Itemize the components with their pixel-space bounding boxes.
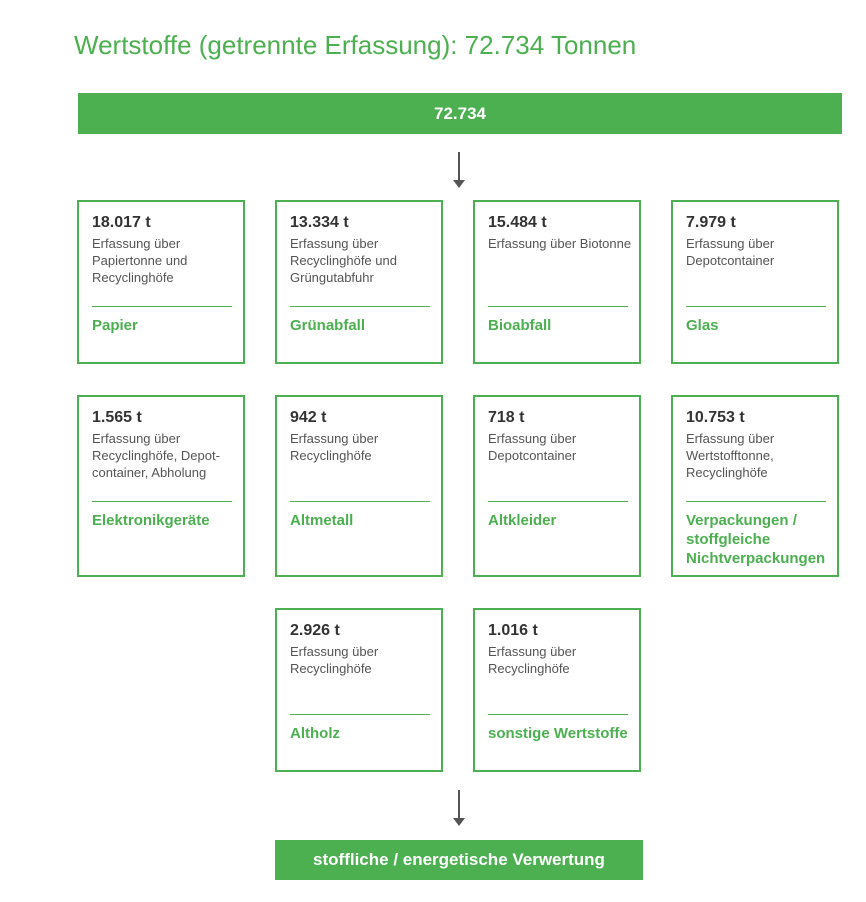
card-category: Bioabfall (488, 317, 552, 334)
page-title: Wertstoffe (getrennte Erfassung): 72.734 Tonnen (74, 30, 637, 60)
card-amount: 1.016 t (488, 622, 538, 639)
card-category: Verpackungen / stoffgleiche Nichtverpackungen (686, 512, 826, 567)
card-description: Erfassung über Biotonne (488, 236, 632, 251)
card-altmetall (275, 395, 443, 577)
card-description: Erfassung über Recyclinghöfe (290, 431, 379, 463)
total-bar (78, 93, 842, 134)
card-amount: 2.926 t (290, 622, 340, 639)
card-description: Erfassung über Depotcontainer (686, 236, 775, 268)
result-bar (275, 840, 643, 880)
card-amount: 18.017 t (92, 214, 151, 231)
card-description: Erfassung über Papiertonne und Recyclinghöfe (92, 236, 188, 285)
card-description: Erfassung über Recyclinghöfe (290, 644, 379, 676)
card-papier (77, 200, 245, 364)
card-category: Elektronikgeräte (92, 512, 210, 529)
card-amount: 13.334 t (290, 214, 349, 231)
card-amount: 718 t (488, 409, 525, 426)
card-amount: 7.979 t (686, 214, 736, 231)
card-amount: 15.484 t (488, 214, 547, 231)
card-amount: 1.565 t (92, 409, 142, 426)
arrow-down-icon (452, 790, 466, 826)
card-category: sonstige Wertstoffe (488, 725, 628, 742)
total-value: 72.734 (434, 103, 486, 123)
card-divider (92, 501, 232, 502)
card-amount: 10.753 t (686, 409, 745, 426)
card-divider (290, 714, 430, 715)
card-sonstige-wertstoffe (473, 608, 641, 772)
card-gruenabfall (275, 200, 443, 364)
card-category: Papier (92, 317, 138, 334)
card-divider (92, 306, 232, 307)
card-category: Altmetall (290, 512, 354, 529)
card-divider (290, 306, 430, 307)
card-divider (686, 306, 826, 307)
card-category: Altholz (290, 725, 340, 742)
card-description: Erfassung über Recyclinghöfe, Depot-container, Abholung (92, 431, 220, 480)
card-divider (488, 714, 628, 715)
arrow-down-icon (452, 152, 466, 188)
card-amount: 942 t (290, 409, 327, 426)
card-altkleider (473, 395, 641, 577)
card-description: Erfassung über Recyclinghöfe (488, 644, 577, 676)
card-divider (488, 501, 628, 502)
card-divider (488, 306, 628, 307)
card-category: Altkleider (488, 512, 557, 529)
card-description: Erfassung über Depotcontainer (488, 431, 577, 463)
card-divider (686, 501, 826, 502)
card-glas (671, 200, 839, 364)
card-bioabfall (473, 200, 641, 364)
card-verpackungen (671, 395, 839, 577)
card-description: Erfassung über Recyclinghöfe und Grüngutabfuhr (290, 236, 397, 285)
card-elektronikgeraete (77, 395, 245, 577)
card-altholz (275, 608, 443, 772)
card-category: Grünabfall (290, 317, 366, 334)
card-description: Erfassung über Wertstofftonne, Recyclinghöfe (686, 431, 775, 480)
result-label: stoffliche / energetische Verwertung (313, 850, 605, 869)
card-divider (290, 501, 430, 502)
card-category: Glas (686, 317, 719, 334)
